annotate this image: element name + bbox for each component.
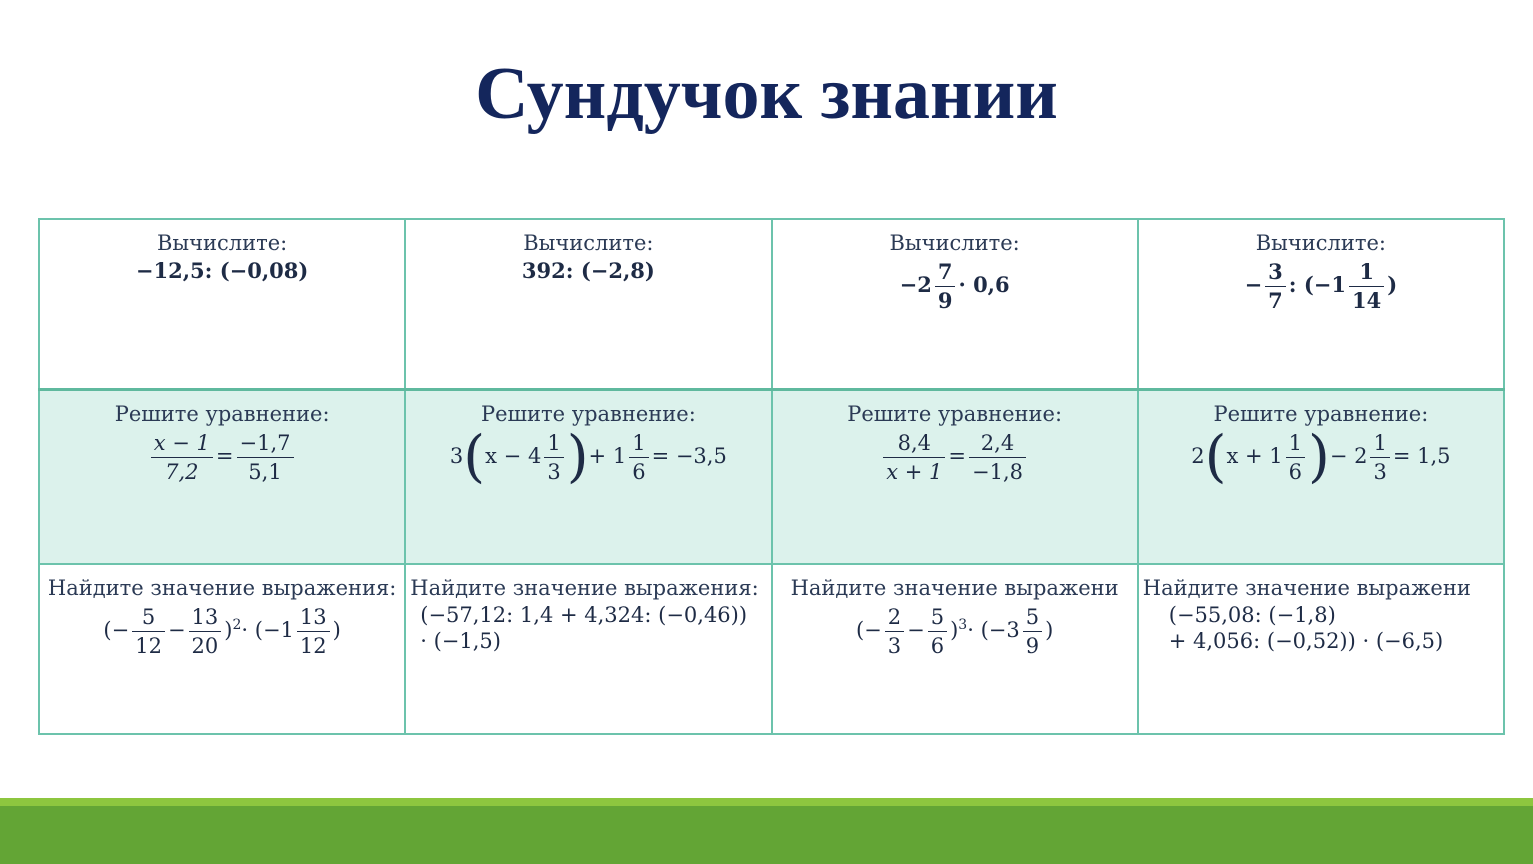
task-expression-line: (−57,12: 1,4 + 4,324: (−0,46))	[420, 603, 748, 627]
task-label: Решите уравнение:	[114, 402, 330, 426]
expr-part: (−	[855, 618, 882, 642]
numerator: 5	[1023, 603, 1042, 632]
task-cell	[405, 219, 771, 390]
fraction	[132, 603, 165, 660]
fraction	[237, 429, 294, 486]
denominator: 3	[887, 634, 902, 658]
expr-part: · (−1	[241, 618, 294, 642]
task-cell	[772, 390, 1138, 565]
expr-part: )	[1387, 272, 1398, 297]
fraction	[969, 429, 1026, 486]
expr-part: −2	[899, 272, 932, 297]
task-label: Решите уравнение:	[847, 402, 1063, 426]
fraction	[885, 603, 904, 660]
numerator: 1	[1286, 429, 1305, 458]
task-label: Найдите значение выражения:	[47, 576, 397, 600]
task-label: Вычислите:	[157, 231, 288, 255]
task-cell	[772, 564, 1138, 734]
expr-part: = −3,5	[651, 444, 727, 468]
task-expression-line: · (−1,5)	[420, 629, 501, 653]
task-expression: −12,5: (−0,08)	[135, 258, 309, 283]
numerator: 5	[132, 603, 165, 632]
expr-part: · 0,6	[958, 272, 1010, 297]
task-cell	[39, 390, 405, 565]
denominator: 6	[632, 460, 646, 484]
task-label: Решите уравнение:	[1213, 402, 1429, 426]
numerator: 7	[935, 258, 956, 287]
task-expression-line: (−55,08: (−1,8)	[1168, 603, 1336, 627]
denominator: −1,8	[972, 460, 1023, 484]
numerator: 13	[189, 603, 222, 632]
fraction	[1349, 258, 1384, 315]
numerator: x − 1	[151, 429, 213, 458]
fraction	[928, 603, 947, 660]
footer-stripe-light	[0, 798, 1533, 806]
denominator: 7	[1268, 288, 1283, 313]
expr-part: =	[215, 444, 234, 468]
table-row	[39, 390, 1504, 565]
exponent: 2	[232, 617, 242, 633]
expr-part: −	[907, 618, 925, 642]
slide-title: Сундучок знании	[475, 53, 1058, 135]
numerator: 1	[1370, 429, 1389, 458]
task-expression	[777, 603, 1133, 660]
denominator: x + 1	[886, 460, 943, 484]
task-label: Вычислите:	[1255, 231, 1386, 255]
expr-part: )	[332, 618, 341, 642]
denominator: 12	[299, 634, 327, 658]
numerator: −1,7	[237, 429, 294, 458]
fraction	[883, 429, 945, 486]
expr-part: x + 1	[1226, 444, 1283, 468]
denominator: 20	[191, 634, 219, 658]
paren-left: (	[463, 424, 486, 490]
numerator: 3	[1265, 258, 1286, 287]
fraction	[1370, 429, 1389, 486]
expr-part: = 1,5	[1392, 444, 1451, 468]
expr-part: )	[224, 618, 233, 642]
fraction	[1265, 258, 1286, 315]
paren-left: (	[1204, 424, 1227, 490]
table-row	[39, 564, 1504, 734]
paren-right: )	[1307, 424, 1330, 490]
task-expression	[44, 603, 400, 660]
expr-part: 2	[1191, 444, 1205, 468]
task-label: Решите уравнение:	[480, 402, 696, 426]
numerator: 2,4	[969, 429, 1026, 458]
denominator: 3	[547, 460, 561, 484]
task-label: Вычислите:	[523, 231, 654, 255]
task-cell	[405, 564, 771, 734]
task-expression-line: + 4,056: (−0,52)) · (−6,5)	[1168, 629, 1444, 653]
denominator: 3	[1373, 460, 1387, 484]
expr-part: x − 4	[485, 444, 542, 468]
task-cell	[772, 219, 1138, 390]
fraction	[151, 429, 213, 486]
paren-right: )	[566, 424, 589, 490]
fraction	[189, 603, 222, 660]
denominator: 14	[1352, 288, 1382, 313]
task-table	[38, 218, 1505, 735]
exponent: 3	[958, 617, 968, 633]
expr-part: =	[948, 444, 966, 468]
expr-part: : (−1	[1288, 272, 1347, 297]
task-expression	[44, 429, 400, 486]
denominator: 6	[930, 634, 945, 658]
task-expression: 392: (−2,8)	[521, 258, 655, 283]
numerator: 1	[1349, 258, 1384, 287]
task-expression	[1143, 424, 1499, 490]
denominator: 12	[135, 634, 162, 658]
expr-part: )	[1045, 618, 1054, 642]
task-expression	[410, 424, 766, 490]
task-label: Вычислите:	[889, 231, 1020, 255]
task-expression	[1143, 258, 1499, 315]
expr-part: + 1	[588, 444, 627, 468]
denominator: 7,2	[165, 460, 199, 484]
numerator: 2	[885, 603, 904, 632]
expr-part: −	[167, 618, 186, 642]
denominator: 9	[1025, 634, 1040, 658]
numerator: 5	[928, 603, 947, 632]
expr-part: · (−3	[967, 618, 1020, 642]
expr-part: )	[950, 618, 959, 642]
task-label: Найдите значение выражения:	[410, 576, 759, 600]
expr-part: − 2	[1329, 444, 1368, 468]
fraction	[1023, 603, 1042, 660]
task-cell	[405, 390, 771, 565]
denominator: 6	[1288, 460, 1302, 484]
fraction	[544, 429, 563, 486]
fraction	[1286, 429, 1305, 486]
fraction	[629, 429, 648, 486]
footer-band	[0, 806, 1533, 864]
task-label: Найдите значение выражени	[790, 576, 1119, 600]
table-row	[39, 219, 1504, 390]
task-expression	[777, 429, 1133, 486]
numerator: 13	[297, 603, 330, 632]
fraction	[935, 258, 956, 315]
numerator: 1	[629, 429, 648, 458]
numerator: 1	[544, 429, 563, 458]
task-expression	[777, 258, 1133, 315]
expr-part: 3	[449, 444, 464, 468]
task-cell	[1138, 564, 1504, 734]
task-cell	[1138, 390, 1504, 565]
task-label: Найдите значение выражени	[1142, 576, 1471, 600]
numerator: 8,4	[883, 429, 945, 458]
expr-part: −	[1244, 272, 1263, 297]
task-cell	[39, 564, 405, 734]
denominator: 5,1	[248, 460, 282, 484]
fraction	[297, 603, 330, 660]
task-cell	[1138, 219, 1504, 390]
expr-part: (−	[103, 618, 130, 642]
task-cell	[39, 219, 405, 390]
denominator: 9	[937, 288, 953, 313]
